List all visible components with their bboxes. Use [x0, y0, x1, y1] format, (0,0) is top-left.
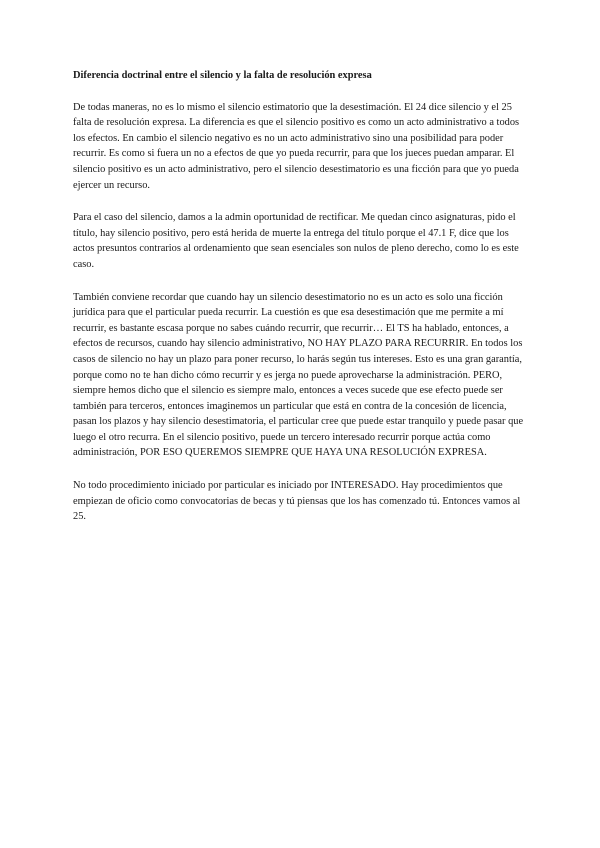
paragraph-procedimiento-interesado: No todo procedimiento iniciado por particular es iniciado por INTERESADO. Hay procedimientos que empiezan de oficio como convocatorias de becas y tú piensas que los has comenzado tú. Entonces vamos al 25. [73, 480, 521, 523]
paragraph-silencio-desestimatorio: También conviene recordar que cuando hay un silencio desestimatorio no es un acto es solo una ficción jurídica para que el particular pueda recurrir. La cuestión es que esa desestimación que me permite a mí recurrir, es bastante escasa porque no sabes cuándo recurrir, que recurrir… El TS ha hablado, entonces, a efectos de recursos, cuando hay silencio administrativo, NO HAY PLAZO PARA RECURRIR. En todos los casos de silencio no hay un plazo para poner recurso, lo harás según tus intereses. Esto es una gran garantía, porque como no te han dicho cómo recurrir y es jerga no puede aprovecharse la administración. PERO, siempre hemos dicho que el silencio es siempre malo, entonces a veces sucede que ese efecto puede ser también para terceros, entonces imaginemos un particular que está en contra de la concesión de licencia, pasan los plazos y hay silencio desestimatoria, el particular cree que puede estar tranquilo y puede pasar que luego el otro recurra. En el silencio positivo, puede un tercero interesado recurrir porque actúa como administración, POR ESO QUEREMOS SIEMPRE QUE HAYA UNA RESOLUCIÓN EXPRESA. [73, 291, 524, 459]
paragraph-caso-silencio: Para el caso del silencio, damos a la admin oportunidad de rectificar. Me quedan cinco asignaturas, pido el título, hay silencio positivo, pero está herida de muerte la entrega del título porque el 47.1 F, dice que los actos presuntos contrarios al ordenamiento que sean esenciales son nulos de pleno derecho, como lo es este caso. [73, 212, 519, 270]
document-title: Diferencia doctrinal entre el silencio y la falta de resolución expresa [73, 70, 372, 81]
document-body [73, 68, 531, 542]
paragraph-silencio-estimatorio: De todas maneras, no es lo mismo el silencio estimatorio que la desestimación. El 24 dice silencio y el 25 falta de resolución expresa. La diferencia es que el silencio positivo es como un acto administrativo a todos los efectos. En cambio el silencio negativo es no un acto administrativo sino una posibilidad para poder recurrir. Es como si fuera un no a efectos de que yo pueda recurrir, para que los jueces puedan amparar. El silencio positivo es un acto administrativo, pero el silencio desestimatorio es una ficción para que yo pueda ejercer un recurso. [73, 101, 520, 191]
